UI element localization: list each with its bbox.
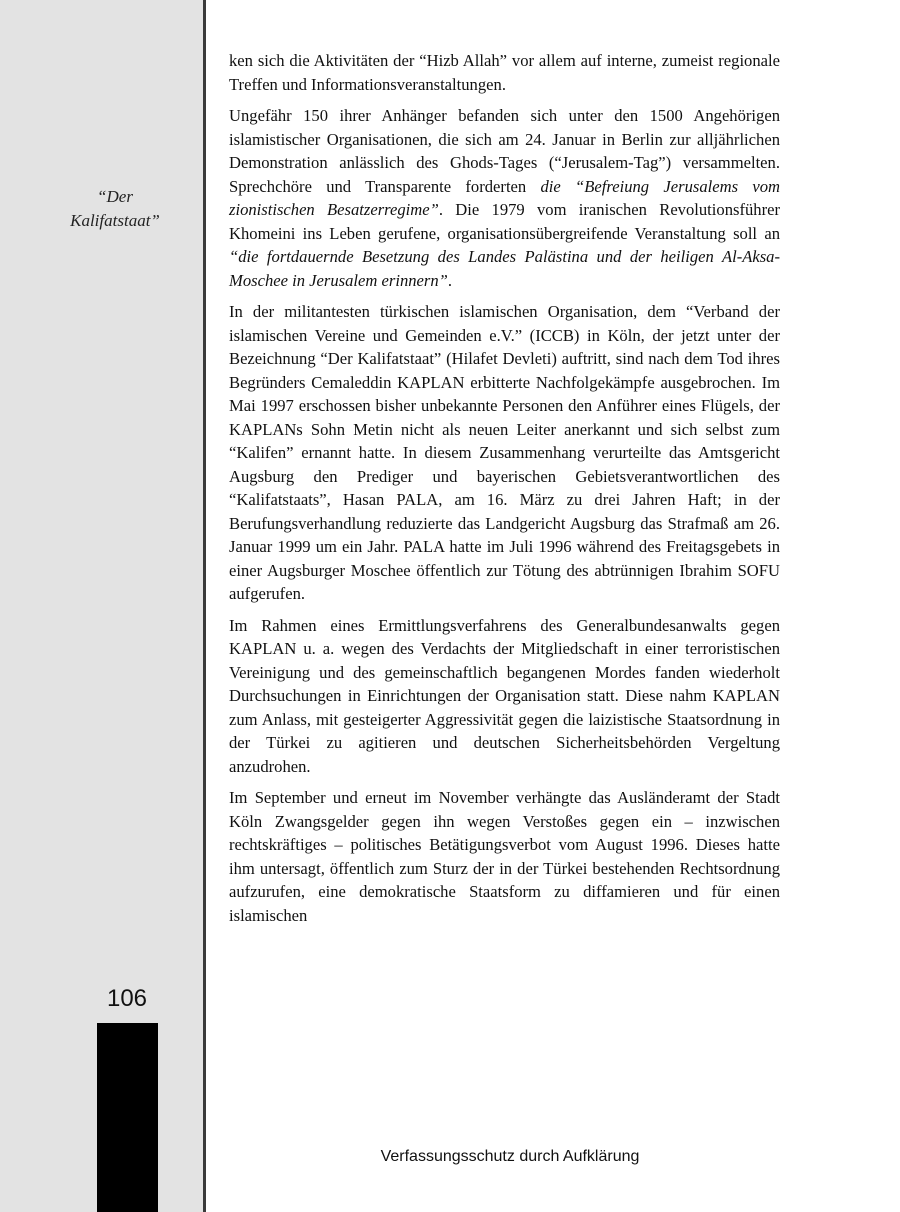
margin-note-line-2: Kalifatstaat” xyxy=(70,211,160,230)
paragraph-2 xyxy=(229,104,780,292)
paragraph-2-quote-2: “die fortdauernde Besetzung des Landes Palästina und der heiligen Al-Aksa-Moschee in Jerusalem erinnern” xyxy=(229,247,780,290)
paragraph-5: Im September und erneut im November verhängte das Ausländeramt der Stadt Köln Zwangsgelder gegen ihn wegen Verstoßes gegen ein – inzwischen rechtskräftiges – politisches Betätigungsverbot vom August 1996. Dieses hatte ihm untersagt, öffentlich zum Sturz der in der Türkei bestehenden Rechtsordnung aufzurufen, eine demokratische Staatsform zu diffamieren und für einen islamischen xyxy=(229,788,780,925)
chapter-tab-marker xyxy=(97,1023,158,1212)
paragraph-3: In der militantesten türkischen islamischen Organisation, dem “Verband der islamischen Vereine und Gemeinden e.V.” (ICCB) in Köln, der jetzt unter der Bezeichnung “Der Kalifatstaat” (Hilafet Devleti) auftritt, sind nach dem Tod ihres Begründers Cemaleddin KAPLAN erbitterte Nachfolgekämpfe ausgebrochen. Im Mai 1997 erschossen bisher unbekannte Personen den Anführer eines Flügels, der KAPLANs Sohn Metin nicht als neuen Leiter anerkannt und sich selbst zum “Kalifen” ernannt hatte. In diesem Zusammenhang verurteilte das Amtsgericht Augsburg den Prediger und bayerischen Gebietsverantwortlichen des “Kalifatstaats”, Hasan PALA, am 16. März zu drei Jahren Haft; in der Berufungsverhandlung reduzierte das Landgericht Augsburg das Strafmaß am 26. Januar 1999 um ein Jahr. PALA hatte im Juli 1996 während des Freitagsgebets in einer Augsburger Moschee öffentlich zur Tötung des abtrünnigen Ibrahim SOFU aufgerufen. xyxy=(229,302,780,603)
paragraph-4: Im Rahmen eines Ermittlungsverfahrens des Generalbundesanwalts gegen KAPLAN u. a. wegen des Verdachts der Mitgliedschaft in einer terroristischen Vereinigung und des gemeinschaftlich begangenen Mordes fanden wiederholt Durchsuchungen in Einrichtungen der Organisation statt. Diese nahm KAPLAN zum Anlass, mit gesteigerter Aggressivität gegen die laizistische Staatsordnung in der Türkei zu agitieren und deutschen Sicherheitsbehörden Vergeltung anzudrohen. xyxy=(229,615,780,776)
margin-note xyxy=(40,185,190,233)
paragraph-1: ken sich die Aktivitäten der “Hizb Allah” vor allem auf interne, zumeist regionale Treffen und Informationsveranstaltungen. xyxy=(229,51,780,94)
paragraph-2-part-e: . xyxy=(447,270,453,290)
body-text xyxy=(229,49,780,935)
paragraph-2-part-c: . Die 1979 vom iranischen Revolutionsführer Khomeini ins Leben gerufene, organisationsübergreifende Veranstaltung soll an xyxy=(229,200,780,243)
paragraph-2-quote-1: die “Befreiung Jerusalems vom zionistischen Besatzerregime” xyxy=(229,176,780,219)
sidebar-divider xyxy=(203,0,206,1212)
paragraph-2-part-a: Ungefähr 150 ihrer Anhänger befanden sich unter den 1500 Angehörigen islamistischer Organisationen, die sich am 24. Januar in Berlin zur alljährlichen Demonstration anlässlich des Ghods-Tages (“Jerusalem-Tag”) versammelten. Sprechchöre und Transparente forderten xyxy=(229,106,780,196)
page-number: 106 xyxy=(106,985,148,1012)
page-footer: Verfassungsschutz durch Aufklärung xyxy=(380,1148,640,1165)
margin-note-line-1: “Der xyxy=(97,187,133,206)
